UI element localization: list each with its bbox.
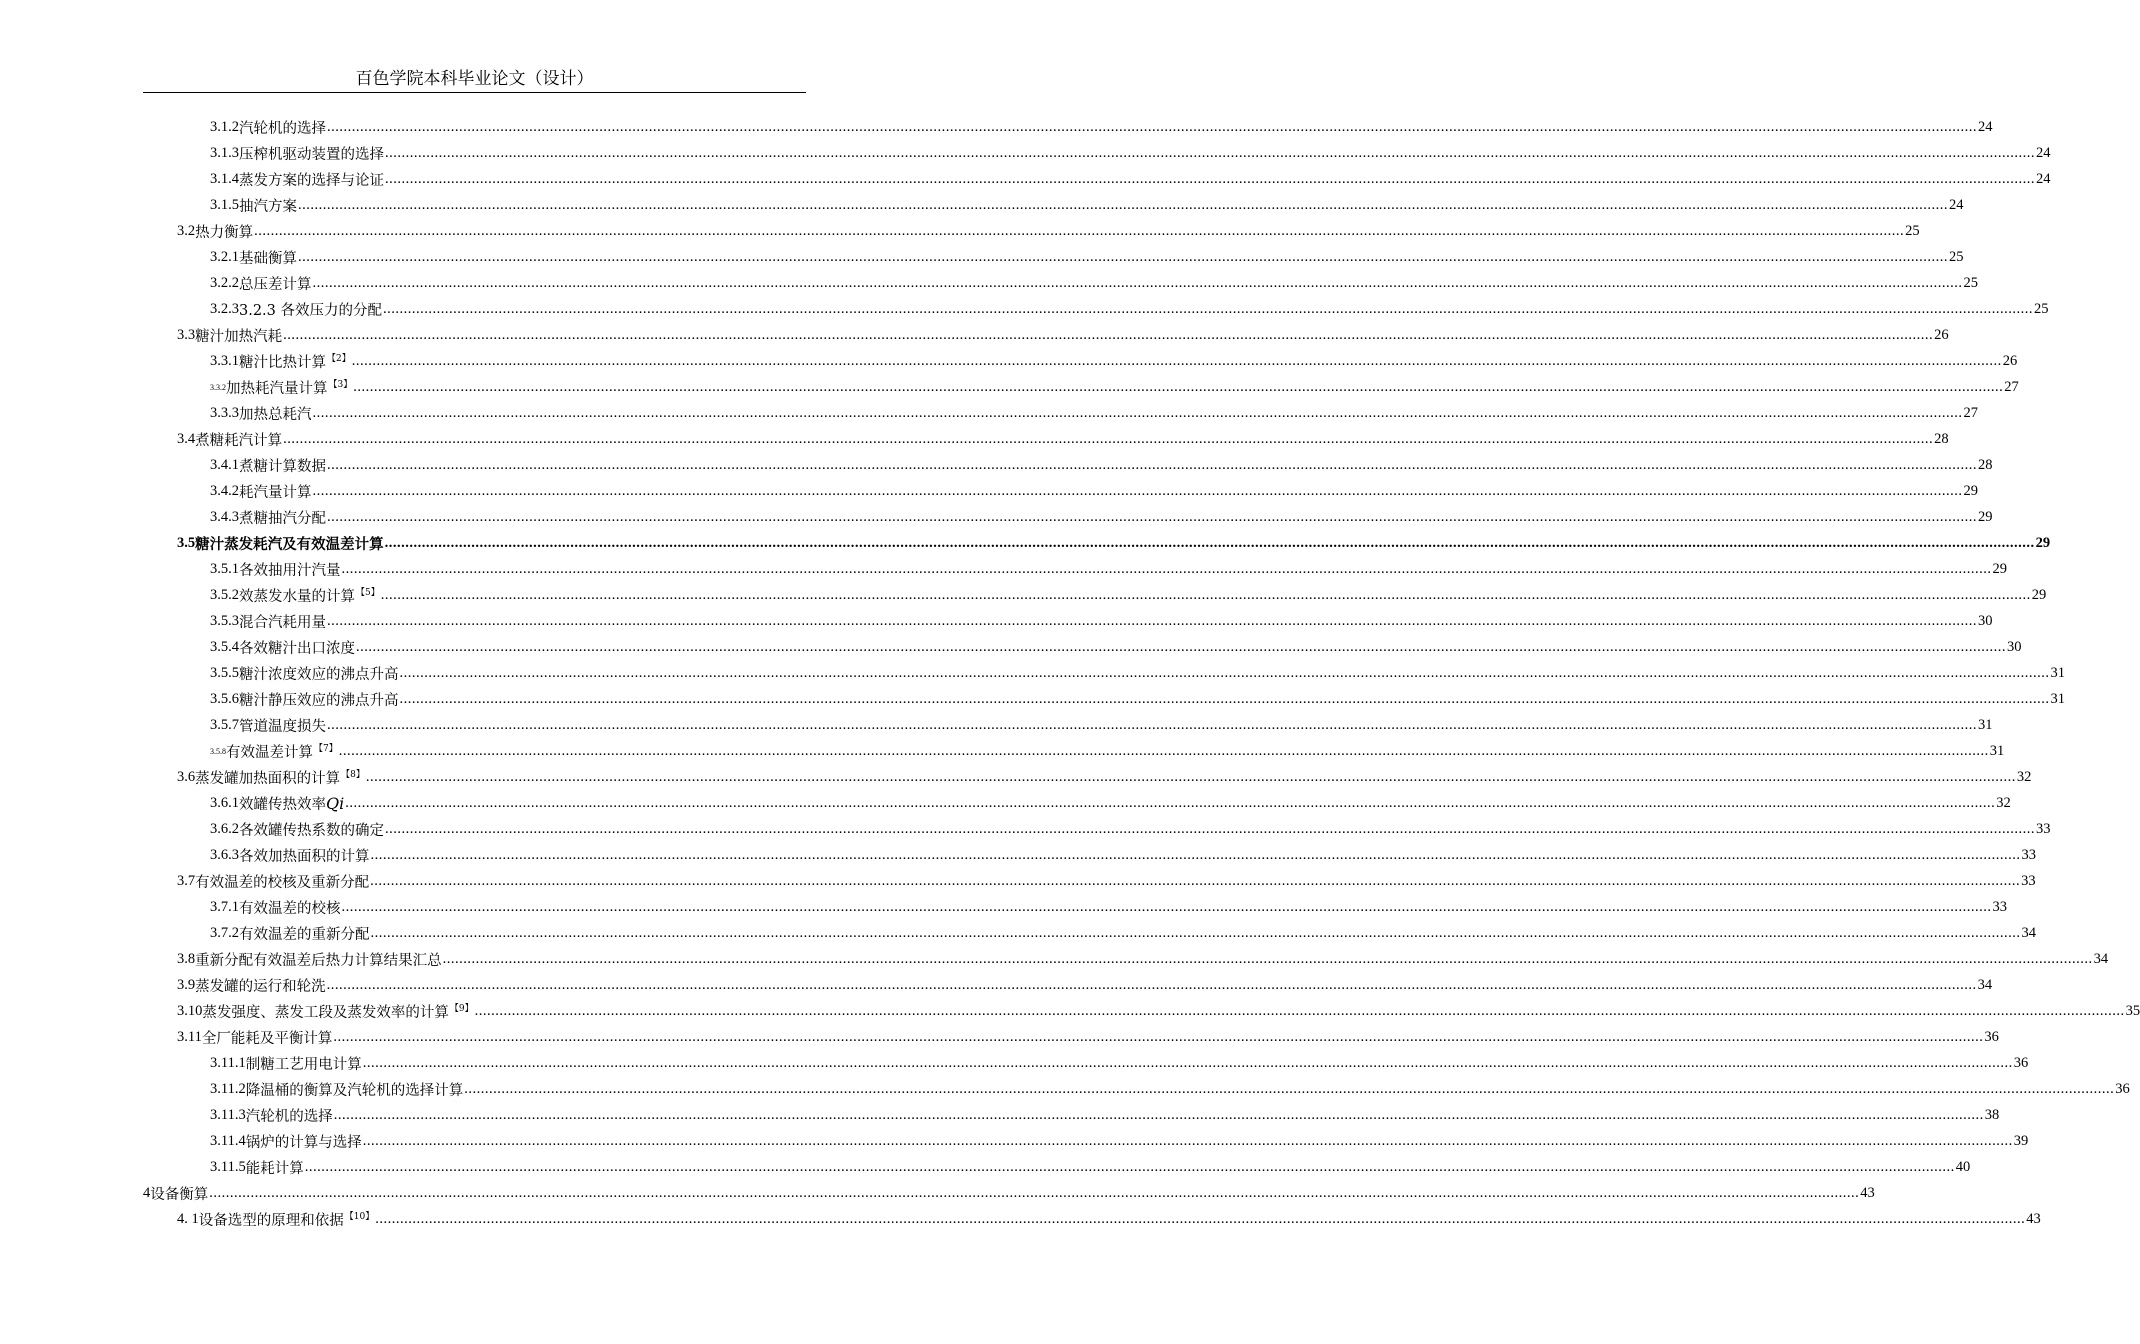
toc-dot-leader: ................................................................................................................................................................................................................................................................................................................................................................................................................	[338, 742, 1989, 759]
toc-entry-title-text: 蒸发强度、蒸发工段及蒸发效率的计算	[202, 1004, 449, 1021]
toc-entry[interactable]	[0, 712, 1993, 738]
table-of-contents	[0, 114, 2140, 1232]
toc-entry[interactable]	[0, 322, 1949, 348]
toc-dot-leader: ................................................................................................................................................................................................................................................................................................................................................................................................................	[351, 352, 2002, 369]
toc-entry-title	[239, 273, 312, 294]
toc-entry-title-text: 全厂能耗及平衡计算	[201, 1030, 333, 1047]
toc-entry-title-text: 蒸发罐的运行和轮洗	[195, 978, 326, 995]
toc-entry[interactable]	[0, 504, 1993, 530]
toc-entry-page: 31	[2050, 690, 2065, 707]
toc-entry-number: 3.4	[177, 430, 196, 447]
toc-entry-title	[195, 975, 326, 996]
toc-dot-leader: ................................................................................................................................................................................................................................................................................................................................................................................................................	[298, 196, 1948, 213]
toc-entry[interactable]	[0, 998, 2140, 1024]
toc-entry[interactable]	[0, 296, 2049, 322]
toc-entry-number: 3.5.7	[210, 716, 239, 733]
toc-entry-page: 29	[1992, 560, 2007, 577]
toc-entry-title	[239, 351, 351, 372]
toc-dot-leader: ................................................................................................................................................................................................................................................................................................................................................................................................................	[362, 1132, 2013, 1149]
toc-entry[interactable]	[0, 1128, 2029, 1154]
toc-entry-number: 3.3.2	[210, 382, 226, 392]
toc-entry-title	[239, 403, 312, 424]
toc-entry-number: 3.2	[177, 222, 196, 239]
toc-entry-page: 24	[2036, 144, 2051, 161]
toc-entry-page: 34	[2093, 950, 2109, 967]
toc-dot-leader: ................................................................................................................................................................................................................................................................................................................................................................................................................	[327, 716, 1977, 733]
toc-entry[interactable]	[0, 660, 2065, 686]
toc-entry[interactable]	[0, 816, 2051, 842]
toc-entry-reference: 【9】	[449, 1003, 474, 1014]
toc-entry-page: 32	[1996, 794, 2011, 811]
toc-entry-number: 3.2.1	[210, 248, 239, 265]
toc-entry-number: 3.3.3	[210, 404, 239, 421]
toc-entry-title-text: 蒸发罐加热面积的计算	[195, 770, 341, 787]
toc-entry-title	[195, 429, 282, 450]
toc-entry-title	[239, 923, 370, 944]
toc-entry-title-text: 煮糖抽汽分配	[239, 510, 326, 527]
toc-dot-leader: ................................................................................................................................................................................................................................................................................................................................................................................................................	[370, 872, 2021, 889]
toc-dot-leader: ................................................................................................................................................................................................................................................................................................................................................................................................................	[341, 898, 1992, 915]
toc-entry-number: 3.7.1	[210, 898, 239, 915]
toc-entry-title	[239, 611, 326, 632]
toc-entry-title-text: 糖汁比热计算	[239, 354, 326, 371]
toc-entry-number: 3.10	[177, 1002, 203, 1019]
toc-entry[interactable]	[0, 920, 2036, 946]
toc-dot-leader: ................................................................................................................................................................................................................................................................................................................................................................................................................	[283, 430, 1934, 447]
toc-entry-page: 34	[2021, 924, 2036, 941]
toc-dot-leader: ................................................................................................................................................................................................................................................................................................................................................................................................................	[384, 534, 2035, 551]
toc-entry-title-text: 效罐传热效率	[239, 796, 326, 813]
toc-entry-number: 3.5	[177, 534, 196, 551]
toc-entry-page: 43	[1860, 1184, 1875, 1201]
page-header	[143, 66, 806, 93]
toc-entry-title	[239, 143, 384, 164]
toc-entry-title-text: 各效罐传热系数的确定	[239, 822, 384, 839]
toc-entry-title	[246, 1053, 362, 1074]
toc-entry-title	[239, 169, 384, 190]
toc-entry-title-text: 管道温度损失	[239, 718, 326, 735]
toc-entry-title-text: 汽轮机的选择	[239, 120, 326, 137]
toc-entry-number: 3.5.8	[210, 746, 226, 756]
toc-entry-title-text: 3.2.3 各效压力的分配	[239, 302, 383, 319]
toc-entry-title-text: 锅炉的计算与选择	[245, 1134, 362, 1151]
toc-entry-page: 31	[1989, 742, 2005, 759]
toc-dot-leader: ................................................................................................................................................................................................................................................................................................................................................................................................................	[312, 274, 1963, 291]
toc-entry-page: 24	[1949, 196, 1964, 213]
toc-entry-page: 31	[2050, 664, 2065, 681]
toc-entry-title	[246, 1105, 333, 1126]
toc-entry-page: 29	[2035, 534, 2051, 551]
toc-entry-page: 40	[1955, 1158, 1971, 1175]
toc-entry-title	[195, 221, 253, 242]
toc-entry[interactable]	[0, 166, 2051, 192]
toc-entry-title	[246, 1079, 464, 1100]
toc-entry-number: 3.8	[177, 950, 196, 967]
toc-entry-page: 34	[1977, 976, 1993, 993]
toc-entry-title	[195, 533, 384, 554]
toc-dot-leader: ................................................................................................................................................................................................................................................................................................................................................................................................................	[304, 1158, 1955, 1175]
toc-entry-title-text: 糖汁加热汽耗	[195, 328, 283, 345]
toc-dot-leader: ................................................................................................................................................................................................................................................................................................................................................................................................................	[254, 222, 1905, 239]
header-title: 百色学院本科毕业论文（设计）	[355, 69, 594, 89]
toc-dot-leader: ................................................................................................................................................................................................................................................................................................................................................................................................................	[341, 560, 1992, 577]
toc-entry-title	[226, 741, 338, 762]
toc-entry-page: 26	[2002, 352, 2018, 369]
toc-entry-title-text: 制糖工艺用电计算	[245, 1056, 362, 1073]
toc-dot-leader: ................................................................................................................................................................................................................................................................................................................................................................................................................	[464, 1080, 2115, 1097]
toc-entry-reference: 【7】	[314, 743, 338, 754]
toc-entry[interactable]	[0, 972, 1993, 998]
toc-entry-page: 33	[2036, 820, 2051, 837]
toc-entry-number: 3.5.4	[210, 638, 239, 655]
toc-entry-title	[226, 377, 352, 398]
toc-entry-title-text: 压榨机驱动装置的选择	[239, 146, 384, 163]
toc-entry-title	[195, 871, 369, 892]
toc-dot-leader: ................................................................................................................................................................................................................................................................................................................................................................................................................	[327, 118, 1977, 135]
toc-entry-number: 3.6.2	[210, 820, 239, 837]
toc-dot-leader: ................................................................................................................................................................................................................................................................................................................................................................................................................	[333, 1106, 1984, 1123]
toc-entry[interactable]	[0, 634, 2022, 660]
toc-entry-title-text: 糖汁静压效应的沸点升高	[239, 692, 399, 709]
toc-entry[interactable]	[0, 608, 1993, 634]
toc-entry-title	[239, 793, 344, 814]
toc-entry-title	[202, 1001, 473, 1022]
toc-entry-title	[239, 195, 297, 216]
toc-entry[interactable]	[0, 868, 2036, 894]
toc-entry-page: 24	[1978, 118, 1993, 135]
toc-entry-title	[239, 507, 326, 528]
toc-entry-page: 36	[2115, 1080, 2130, 1097]
toc-entry-title-text: 煮糖耗汽计算	[195, 432, 283, 449]
toc-entry-italic-symbol: Qi	[326, 793, 345, 813]
toc-entry-page: 25	[1949, 248, 1964, 265]
toc-entry[interactable]	[0, 374, 2019, 400]
toc-entry-number: 3.2.2	[210, 274, 239, 291]
toc-entry-reference: 【10】	[344, 1211, 375, 1222]
toc-entry[interactable]	[0, 426, 1949, 452]
toc-dot-leader: ................................................................................................................................................................................................................................................................................................................................................................................................................	[327, 456, 1977, 473]
toc-entry-title	[239, 559, 341, 580]
toc-entry-number: 3.7.2	[210, 924, 239, 941]
toc-dot-leader: ................................................................................................................................................................................................................................................................................................................................................................................................................	[370, 924, 2021, 941]
toc-entry-page: 26	[1934, 326, 1949, 343]
toc-entry-title	[239, 845, 370, 866]
toc-dot-leader: ................................................................................................................................................................................................................................................................................................................................................................................................................	[327, 508, 1977, 525]
toc-entry-reference: 【8】	[341, 769, 365, 780]
toc-entry-title	[195, 325, 282, 346]
toc-entry-reference: 【2】	[327, 353, 351, 364]
toc-entry[interactable]	[0, 478, 1978, 504]
toc-dot-leader: ................................................................................................................................................................................................................................................................................................................................................................................................................	[356, 638, 2006, 655]
toc-entry-title-text: 煮糖计算数据	[239, 458, 326, 475]
toc-entry-title-text: 各效糖汁出口浓度	[239, 640, 355, 657]
toc-entry[interactable]	[0, 348, 2018, 374]
toc-entry-title-text: 各效加热面积的计算	[239, 848, 370, 865]
toc-entry[interactable]	[0, 270, 1978, 296]
toc-entry-page: 28	[1934, 430, 1949, 447]
toc-entry-title	[195, 949, 442, 970]
toc-entry-title	[239, 819, 384, 840]
toc-entry[interactable]	[0, 1024, 1999, 1050]
toc-entry-title	[239, 585, 380, 606]
toc-entry-title	[239, 897, 341, 918]
toc-entry-title-text: 基础衡算	[239, 250, 297, 267]
toc-entry-title-text: 有效温差的校核	[239, 900, 341, 917]
toc-dot-leader: ................................................................................................................................................................................................................................................................................................................................................................................................................	[312, 482, 1963, 499]
toc-dot-leader: ................................................................................................................................................................................................................................................................................................................................................................................................................	[442, 950, 2093, 967]
toc-entry-page: 33	[2021, 872, 2036, 889]
toc-entry-title	[239, 299, 382, 320]
toc-entry-title	[239, 247, 297, 268]
toc-entry-page: 33	[1992, 898, 2007, 915]
toc-entry-title-text: 有效温差的校核及重新分配	[195, 874, 370, 891]
toc-entry-title-text: 有效温差的重新分配	[239, 926, 370, 943]
toc-entry-title	[239, 117, 326, 138]
toc-entry-number: 3.11.3	[210, 1106, 246, 1123]
toc-entry-number: 3.11.5	[210, 1158, 246, 1175]
toc-entry-page: 24	[2036, 170, 2051, 187]
toc-entry-title-text: 效蒸发水量的计算	[239, 588, 355, 605]
toc-entry[interactable]	[0, 1180, 1875, 1206]
toc-entry-title	[239, 481, 312, 502]
toc-entry-title	[195, 767, 365, 788]
toc-entry[interactable]	[0, 556, 2007, 582]
toc-dot-leader: ................................................................................................................................................................................................................................................................................................................................................................................................................	[399, 690, 2050, 707]
toc-entry-title-text: 加热总耗汽	[239, 406, 312, 423]
toc-dot-leader: ................................................................................................................................................................................................................................................................................................................................................................................................................	[333, 1028, 1984, 1045]
toc-entry-title-text: 能耗计算	[245, 1160, 304, 1177]
toc-entry-title	[199, 1209, 374, 1230]
toc-entry[interactable]	[0, 1206, 2041, 1232]
toc-entry[interactable]	[0, 790, 2011, 816]
toc-dot-leader: ................................................................................................................................................................................................................................................................................................................................................................................................................	[326, 976, 1977, 993]
toc-entry-page: 32	[2016, 768, 2032, 785]
toc-entry-number: 3.5.5	[210, 664, 239, 681]
toc-dot-leader: ................................................................................................................................................................................................................................................................................................................................................................................................................	[385, 820, 2035, 837]
toc-dot-leader: ................................................................................................................................................................................................................................................................................................................................................................................................................	[327, 612, 1977, 629]
toc-entry-page: 36	[2013, 1054, 2029, 1071]
toc-entry-title	[246, 1131, 362, 1152]
toc-entry-number: 3.5.3	[210, 612, 239, 629]
toc-entry-title-text: 汽轮机的选择	[245, 1108, 333, 1125]
toc-entry-reference: 【3】	[328, 379, 353, 390]
toc-entry-page: 39	[2013, 1132, 2029, 1149]
toc-entry-title	[239, 455, 326, 476]
toc-entry-number: 3.6.1	[210, 794, 239, 811]
toc-dot-leader: ................................................................................................................................................................................................................................................................................................................................................................................................................	[383, 300, 2034, 317]
toc-entry-page: 36	[1984, 1028, 1999, 1045]
toc-entry-title	[239, 663, 399, 684]
toc-entry-number: 3.5.2	[210, 586, 239, 603]
toc-entry[interactable]	[0, 114, 1993, 140]
toc-entry-number: 3.5.1	[210, 560, 239, 577]
toc-entry-number: 4	[143, 1184, 151, 1201]
toc-entry-title-text: 热力衡算	[195, 224, 254, 241]
toc-entry-number: 3.6	[177, 768, 196, 785]
toc-entry-title	[150, 1183, 208, 1204]
toc-entry-title-text: 糖汁浓度效应的沸点升高	[239, 666, 399, 683]
toc-dot-leader: ................................................................................................................................................................................................................................................................................................................................................................................................................	[365, 768, 2016, 785]
toc-entry-reference: 【5】	[356, 587, 380, 598]
toc-entry[interactable]	[0, 1050, 2029, 1076]
toc-entry-page: 27	[2004, 378, 2019, 395]
toc-dot-leader: ................................................................................................................................................................................................................................................................................................................................................................................................................	[209, 1184, 1860, 1201]
toc-entry-number: 3.11.1	[210, 1054, 246, 1071]
toc-entry-number: 3.1.3	[210, 144, 239, 161]
toc-entry-title	[239, 637, 355, 658]
toc-entry-number: 3.6.3	[210, 846, 239, 863]
toc-entry-title-text: 有效温差计算	[226, 744, 313, 761]
toc-entry[interactable]	[0, 452, 1993, 478]
toc-entry-title-text: 糖汁蒸发耗汽及有效温差计算	[195, 535, 384, 553]
toc-entry[interactable]	[0, 894, 2007, 920]
toc-entry-number: 3.11.2	[210, 1080, 246, 1097]
toc-entry-number: 3.4.1	[210, 456, 239, 473]
toc-entry[interactable]	[0, 192, 1964, 218]
toc-entry-title	[202, 1027, 333, 1048]
toc-entry-number: 3.9	[177, 976, 196, 993]
toc-entry-title-text: 总压差计算	[239, 276, 312, 293]
toc-entry-title	[239, 689, 399, 710]
toc-entry-page: 30	[1978, 612, 1993, 629]
toc-entry[interactable]	[0, 400, 1978, 426]
toc-entry-number: 3.1.4	[210, 170, 239, 187]
toc-entry-number: 4. 1	[177, 1210, 199, 1227]
toc-dot-leader: ................................................................................................................................................................................................................................................................................................................................................................................................................	[474, 1002, 2125, 1019]
toc-entry-page: 25	[1905, 222, 1920, 239]
toc-entry-page: 27	[1963, 404, 1978, 421]
toc-entry-number: 3.2.3	[210, 300, 239, 317]
toc-entry[interactable]	[0, 842, 2036, 868]
toc-dot-leader: ................................................................................................................................................................................................................................................................................................................................................................................................................	[385, 170, 2035, 187]
toc-entry-number: 3.4.3	[210, 508, 239, 525]
toc-entry-title	[239, 715, 326, 736]
toc-entry-number: 3.1.2	[210, 118, 239, 135]
toc-entry[interactable]	[0, 738, 2005, 764]
toc-entry-number: 3.1.5	[210, 196, 239, 213]
toc-entry[interactable]	[0, 1076, 2130, 1102]
toc-entry-page: 31	[1978, 716, 1993, 733]
toc-entry-title-text: 各效抽用汁汽量	[239, 562, 341, 579]
toc-dot-leader: ................................................................................................................................................................................................................................................................................................................................................................................................................	[370, 846, 2021, 863]
toc-entry-page: 29	[1978, 508, 1993, 525]
toc-entry[interactable]	[0, 1102, 2000, 1128]
toc-entry[interactable]	[0, 946, 2109, 972]
toc-dot-leader: ................................................................................................................................................................................................................................................................................................................................................................................................................	[345, 794, 1996, 811]
toc-entry-number: 3.11.4	[210, 1132, 246, 1149]
toc-entry-title-text: 混合汽耗用量	[239, 614, 326, 631]
toc-entry-title-text: 设备选型的原理和依据	[198, 1212, 344, 1229]
toc-entry[interactable]	[0, 1154, 1971, 1180]
toc-dot-leader: ................................................................................................................................................................................................................................................................................................................................................................................................................	[399, 664, 2050, 681]
toc-dot-leader: ................................................................................................................................................................................................................................................................................................................................................................................................................	[298, 248, 1948, 265]
toc-entry-page: 25	[1963, 274, 1978, 291]
toc-entry[interactable]	[0, 530, 2051, 556]
toc-entry-page: 25	[2034, 300, 2049, 317]
toc-entry-number: 3.7	[177, 872, 196, 889]
toc-entry-page: 29	[1963, 482, 1978, 499]
toc-entry[interactable]	[0, 218, 1920, 244]
toc-entry[interactable]	[0, 244, 1964, 270]
toc-entry-page: 38	[1984, 1106, 2000, 1123]
toc-dot-leader: ................................................................................................................................................................................................................................................................................................................................................................................................................	[312, 404, 1963, 421]
toc-entry[interactable]	[0, 140, 2051, 166]
toc-entry-number: 3.5.6	[210, 690, 239, 707]
toc-entry-title-text: 重新分配有效温差后热力计算结果汇总	[195, 952, 442, 969]
toc-entry-number: 3.11	[177, 1028, 202, 1045]
toc-entry-title-text: 抽汽方案	[239, 198, 297, 215]
toc-entry-number: 3.3	[177, 326, 196, 343]
toc-entry[interactable]	[0, 582, 2047, 608]
toc-entry-title-text: 耗汽量计算	[239, 484, 312, 501]
toc-dot-leader: ................................................................................................................................................................................................................................................................................................................................................................................................................	[375, 1210, 2026, 1227]
toc-entry-number: 3.4.2	[210, 482, 239, 499]
toc-entry-page: 28	[1978, 456, 1993, 473]
toc-dot-leader: ................................................................................................................................................................................................................................................................................................................................................................................................................	[283, 326, 1934, 343]
toc-entry[interactable]	[0, 764, 2032, 790]
toc-dot-leader: ................................................................................................................................................................................................................................................................................................................................................................................................................	[362, 1054, 2013, 1071]
toc-entry-title-text: 设备衡算	[150, 1186, 209, 1203]
toc-entry-page: 35	[2125, 1002, 2140, 1019]
toc-entry-title	[246, 1157, 304, 1178]
toc-entry-page: 33	[2021, 846, 2036, 863]
toc-dot-leader: ................................................................................................................................................................................................................................................................................................................................................................................................................	[385, 144, 2035, 161]
toc-entry-number: 3.3.1	[210, 352, 239, 369]
toc-dot-leader: ................................................................................................................................................................................................................................................................................................................................................................................................................	[380, 586, 2031, 603]
toc-entry-title-text: 蒸发方案的选择与论证	[239, 172, 384, 189]
toc-entry[interactable]	[0, 686, 2065, 712]
toc-entry-page: 29	[2031, 586, 2047, 603]
toc-entry-page: 43	[2026, 1210, 2041, 1227]
toc-entry-page: 30	[2007, 638, 2022, 655]
toc-entry-title-text: 降温桶的衡算及汽轮机的选择计算	[245, 1082, 464, 1099]
toc-dot-leader: ................................................................................................................................................................................................................................................................................................................................................................................................................	[353, 378, 2004, 395]
toc-entry-title-text: 加热耗汽量计算	[226, 380, 328, 397]
